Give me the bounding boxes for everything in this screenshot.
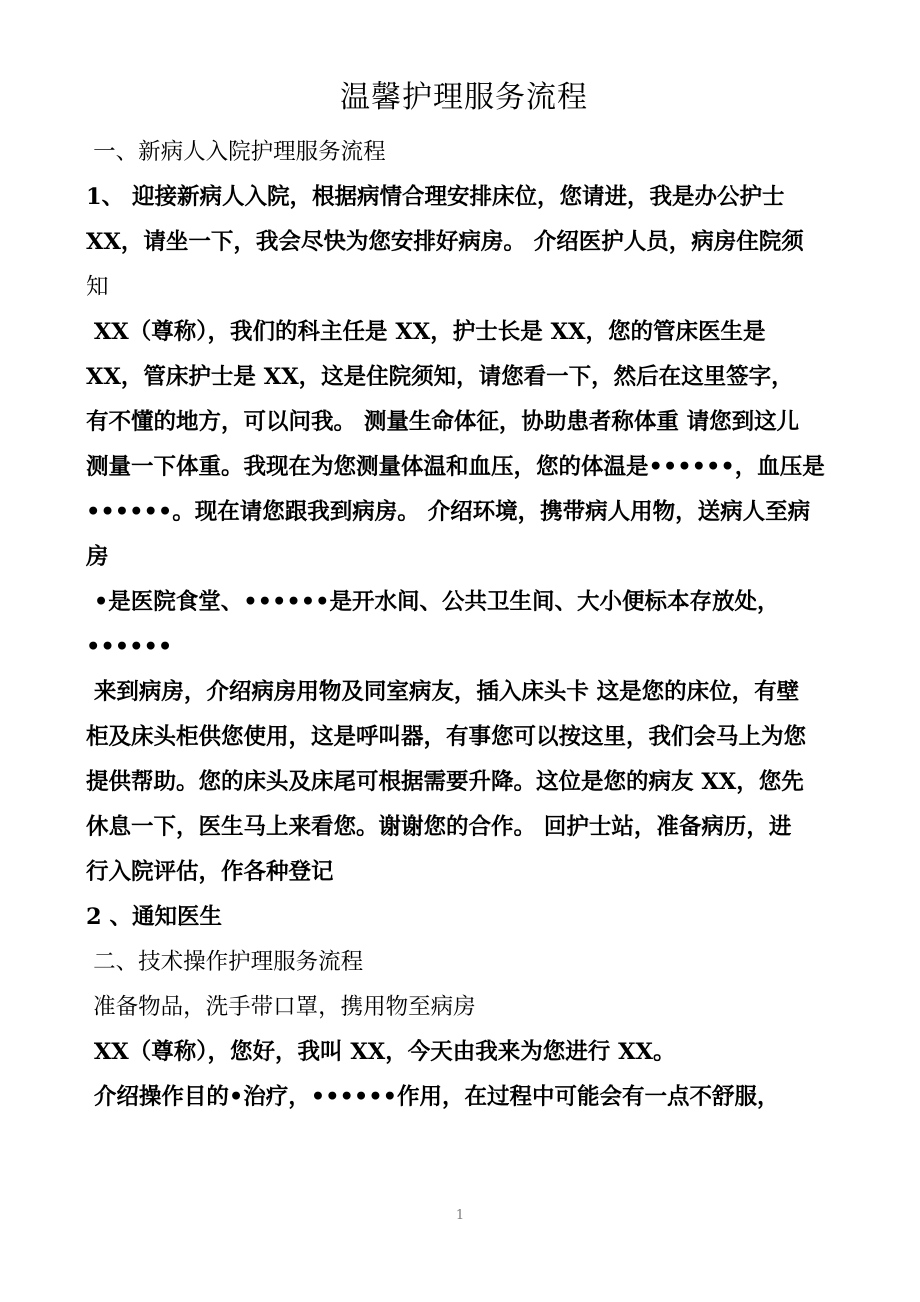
document-line: 准备物品，洗手带口罩，携用物至病房 (86, 994, 476, 1020)
document-line: 有不懂的地方，可以问我。 测量生命体征，协助患者称体重 请您到这儿 (86, 409, 800, 435)
document-line: 2 、通知医生 (86, 904, 222, 930)
document-line: ••••••。现在请您跟我到病房。 介绍环境，携带病人用物，送病人至病 (86, 499, 811, 525)
document-text-block (86, 130, 842, 1120)
document-line: 二、技术操作护理服务流程 (86, 949, 364, 975)
document-line: 1、 迎接新病人入院，根据病情合理安排床位，您请进，我是办公护士 (86, 184, 785, 210)
document-body (86, 0, 842, 1120)
page-number: 1 (455, 1208, 465, 1223)
document-line: 介绍操作目的•治疗，••••••作用，在过程中可能会有一点不舒服， (86, 1084, 780, 1110)
document-line: 行入院评估，作各种登记 (86, 859, 334, 885)
document-line: 测量一下体重。我现在为您测量体温和血压，您的体温是••••••，血压是 (86, 454, 825, 480)
document-line: XX，请坐一下，我会尽快为您安排好病房。 介绍医护人员，病房住院须 (86, 229, 804, 255)
document-line: 知 (86, 274, 109, 300)
document-line: •是医院食堂、••••••是开水间、公共卫生间、大小便标本存放处， (86, 589, 780, 615)
document-line: XX（尊称），我们的科主任是 XX，护士长是 XX，您的管床医生是 (86, 319, 766, 345)
document-line: 一、新病人入院护理服务流程 (86, 139, 386, 165)
document-line: •••••• (86, 634, 173, 660)
document-line: 休息一下，医生马上来看您。谢谢您的合作。 回护士站，准备病历，进 (86, 814, 792, 840)
document-line: 柜及床头柜供您使用，这是呼叫器，有事您可以按这里，我们会马上为您 (86, 724, 807, 750)
page-title: 温馨护理服务流程 (340, 80, 588, 115)
document-line: 房 (86, 544, 109, 570)
document-line: 提供帮助。您的床头及床尾可根据需要升降。这位是您的病友 XX，您先 (86, 769, 804, 795)
document-line: XX，管床护士是 XX，这是住院须知，请您看一下，然后在这里签字， (86, 364, 794, 390)
document-line: 来到病房，介绍病房用物及同室病友，插入床头卡 这是您的床位，有壁 (86, 679, 800, 705)
document-line: XX（尊称），您好，我叫 XX，今天由我来为您进行 XX。 (86, 1039, 676, 1065)
